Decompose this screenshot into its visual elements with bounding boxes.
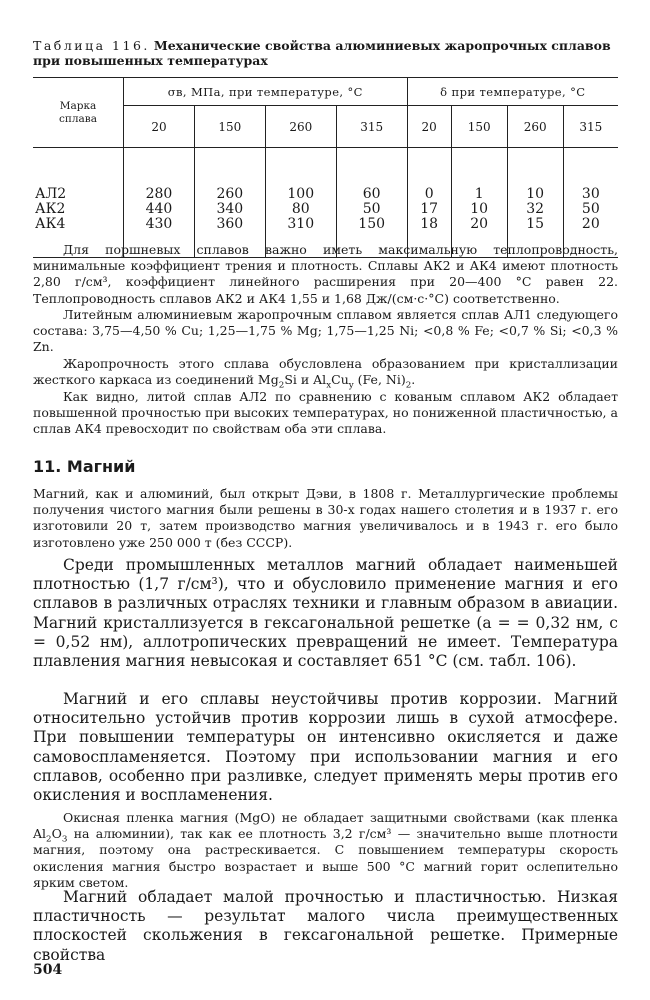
table-cell: 20 — [470, 216, 489, 232]
table-cell: 60 — [362, 186, 381, 202]
page — [33, 0, 618, 1000]
value-column — [265, 148, 336, 258]
paragraph-history: Магний, как и алюминий, был открыт Дэви, в 1808 г. Металлургические проблемы получения чистого магния были решены в 30-х годах нашего столетия и в 1937 г. его изготовили 20 т, затем производство магния увеличивалось и в 1943 г. его было изготовлено уже 250 000 т (без СССР). — [33, 486, 618, 550]
table-cell: 340 — [216, 201, 244, 217]
table-cell: 17 — [420, 201, 439, 217]
value-column — [194, 148, 265, 258]
text-span: O — [51, 826, 62, 842]
table-cell: 18 — [420, 216, 439, 232]
paragraph-oxide-film — [33, 810, 618, 891]
table-cell: 360 — [216, 216, 244, 232]
value-column — [507, 148, 563, 258]
grade-header-line-2: сплава — [59, 112, 97, 125]
table-cell: 440 — [145, 201, 173, 217]
subscript: 2 — [278, 380, 285, 391]
value-column — [451, 148, 507, 258]
subscript: y — [348, 380, 354, 391]
grade-name: АК4 — [35, 216, 66, 232]
table-caption-title: Механические свойства алюминиевых жаропрочных сплавов при повышенных температурах — [33, 38, 611, 68]
section-title: 11. Магний — [33, 457, 136, 476]
table-caption — [33, 38, 618, 68]
table-cell: 30 — [581, 186, 600, 202]
table-cell: 50 — [362, 201, 381, 217]
value-column — [563, 148, 618, 258]
grade-column — [33, 148, 124, 258]
table-caption-label: Таблица 116. — [33, 38, 150, 53]
sigma-group-header: σв, МПа, при температуре, °С — [124, 78, 408, 106]
delta-group-header: δ при температуре, °С — [407, 78, 618, 106]
paragraph-low-strength: Магний обладает малой прочностью и пластичностью. Низкая пластичность — результат малого числа преимущественных плоскостей скольжения в гексагональной решетке. Примерные свойства — [33, 888, 618, 964]
grade-header-line-1: Марка — [59, 99, 97, 112]
temp-header: 260 — [265, 106, 336, 148]
table-cell: 20 — [581, 216, 600, 232]
text-span: Cu — [331, 372, 349, 388]
subscript: x — [326, 380, 332, 391]
temp-header: 150 — [451, 106, 507, 148]
page-number: 504 — [33, 962, 63, 978]
text-span: (Fe, Ni) — [353, 372, 406, 388]
temp-header: 260 — [507, 106, 563, 148]
table-cell: 100 — [287, 186, 315, 202]
table-cell: 280 — [145, 186, 173, 202]
table-cell: 260 — [216, 186, 244, 202]
grade-name: АК2 — [35, 201, 66, 217]
table-cell: 10 — [526, 186, 545, 202]
table-cell: 430 — [145, 216, 173, 232]
text-span: Окисная пленка магния (MgO) не обладает защитными свойствами (как пленка Al — [33, 810, 618, 842]
paragraph-comparison: Как видно, литой сплав АЛ2 по сравнению с кованым сплавом АК2 обладает повышенной прочностью при высоких температурах, но пониженной пластичностью, а сплав АК4 превосходит по свойствам оба эти сплава. — [33, 389, 618, 437]
value-column — [336, 148, 407, 258]
paragraph-al1-composition: Литейным алюминиевым жаропрочным сплавом является сплав АЛ1 следующего состава: 3,75—4,50 % Cu; 1,25—1,75 % Mg; 1,75—1,25 Ni; <0,8 % Fe; <0,7 % Si; <0,3 % Zn. — [33, 307, 618, 355]
text-span: на алюминии), так как ее плотность 3,2 г/см³ — значительно выше плотности магния, поэтому она растрескивается. С повышением температуры скорость окисления магния быстро возрастает и выше 500 °С магний горит ослепительно ярким светом. — [33, 826, 618, 890]
text-span: Si и Al — [284, 372, 327, 388]
temp-header: 20 — [407, 106, 451, 148]
table-cell: 150 — [358, 216, 386, 232]
grade-header — [33, 78, 124, 148]
temp-header: 315 — [336, 106, 407, 148]
table-cell: 310 — [287, 216, 315, 232]
table-cell: 10 — [470, 201, 489, 217]
value-column — [407, 148, 451, 258]
table-cell: 80 — [291, 201, 310, 217]
text-span: . — [411, 372, 416, 388]
grade-name: АЛ2 — [35, 186, 67, 202]
table-cell: 50 — [581, 201, 600, 217]
paragraph-heat-resistance — [33, 356, 618, 391]
paragraph-corrosion: Магний и его сплавы неустойчивы против коррозии. Магний относительно устойчив против коррозии лишь в сухой атмосфере. При повышении температуры он интенсивно окисляется и даже самовоспламеняется. Поэтому при использовании магния и его сплавов, особенно при разливке, следует применять меры против его окисления и воспламенения. — [33, 690, 618, 805]
properties-table — [33, 77, 618, 258]
temp-header: 315 — [563, 106, 618, 148]
subscript: 2 — [46, 834, 52, 845]
table-cell: 15 — [526, 216, 545, 232]
paragraph-piston-alloys: Для поршневых сплавов важно иметь максимальную теплопроводность, минимальные коэффициент трения и плотность. Сплавы АК2 и АК4 имеют плотность 2,80 г/см³, коэффициент линейного расширения при 20—400 °С равен 22. Теплопроводность сплавов АК2 и АК4 1,55 и 1,68 Дж/(см·с·°С) соответственно. — [33, 242, 618, 306]
temp-header: 150 — [194, 106, 265, 148]
subscript: 3 — [61, 834, 68, 845]
subscript: 2 — [405, 380, 412, 391]
value-column — [124, 148, 195, 258]
paragraph-magnesium-properties: Среди промышленных металлов магний обладает наименьшей плотностью (1,7 г/см³), что и обусловило применение магния и его сплавов в различных отраслях техники и главным образом в авиации. Магний кристаллизуется в гексагональной решетке (a = = 0,32 нм, c = 0,52 нм), аллотропических превращений не имеет. Температура плавления магния невысокая и составляет 651 °С (см. табл. 106). — [33, 556, 618, 671]
temp-header: 20 — [124, 106, 195, 148]
table-cell: 1 — [474, 186, 484, 202]
table-cell: 32 — [526, 201, 545, 217]
table-cell: 0 — [424, 186, 434, 202]
text-span: Жаропрочность этого сплава обусловлена образованием при кристаллизации жесткого каркаса из соединений Mg — [33, 356, 618, 388]
